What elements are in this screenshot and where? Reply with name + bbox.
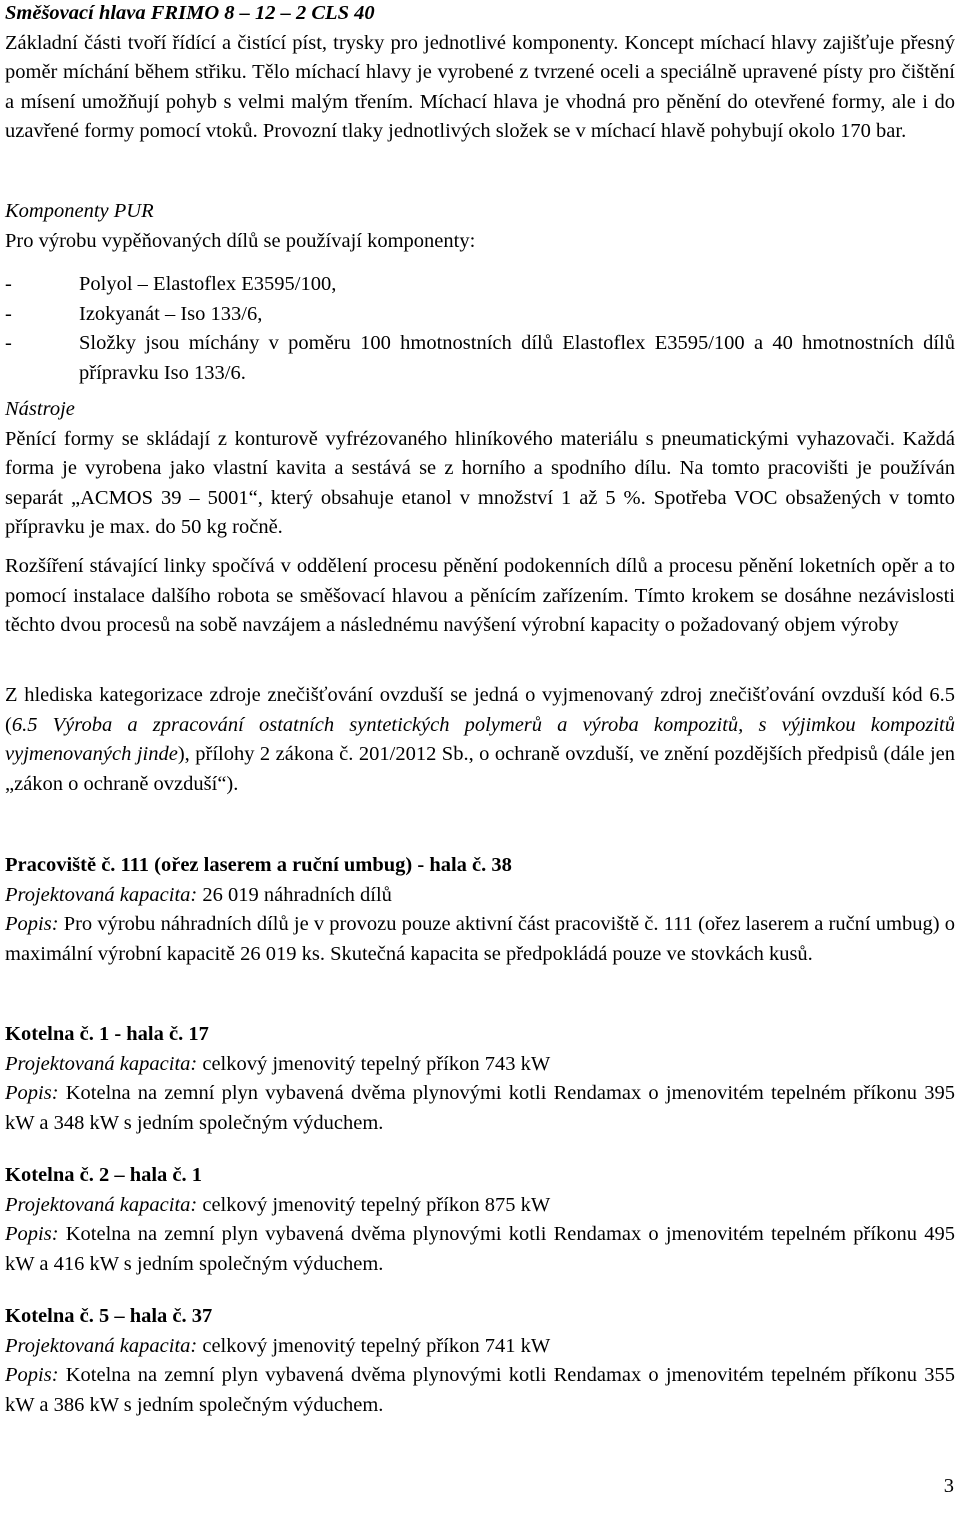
section-title: Směšovací hlava FRIMO 8 – 12 – 2 CLS 40: [5, 2, 375, 24]
paragraph: Rozšíření stávající linky spočívá v oddělení procesu pěnění podokenních dílů a procesu pěnění loketních opěr a to pomocí instalace dalšího robota se směšovací hlavou a pěnícím zařízením. Tímto krokem se dosáhne nezávislosti těchto dvou procesů na sobě navzájem a následnému navýšení výrobní kapacity o požadovaný objem výroby: [5, 555, 955, 636]
section-components-pur: [5, 197, 955, 388]
list-item: - Složky jsou míchány v poměru 100 hmotnostních dílů Elastoflex E3595/100 a 40 hmotnostních dílů přípravku Iso 133/6.: [5, 332, 955, 384]
capacity-line: Projektovaná kapacita: celkový jmenovitý tepelný příkon 743 kW: [5, 1052, 551, 1075]
section-mixing-head: [5, 0, 955, 147]
capacity-line: Projektovaná kapacita: celkový jmenovitý tepelný příkon 741 kW: [5, 1334, 551, 1357]
section-boiler-1: [5, 1020, 955, 1138]
list-item: - Izokyanát – Iso 133/6,: [5, 302, 263, 325]
paragraph: Pěnící formy se skládají z konturově vyfrézovaného hliníkového materiálu s pneumatickými vyhazovači. Každá forma je vyrobena jako vlastní kavita a sestává se z horního a spodního dílu. Na tomto pracovišti je používán separát „ACMOS 39 – 5001“, který obsahuje etanol v množství 1 až 5 %. Spotřeba VOC obsažených v tomto přípravku je max. do 50 kg ročně.: [5, 427, 955, 538]
paragraph: Pro výrobu vypěňovaných dílů se používají komponenty:: [5, 229, 476, 252]
section-title: Pracoviště č. 111 (ořez laserem a ruční umbug) - hala č. 38: [5, 854, 512, 876]
description: Popis: Kotelna na zemní plyn vybavená dvěma plynovými kotli Rendamax o jmenovitém tepelném příkonu 355 kW a 386 kW s jedním společným výduchem.: [5, 1364, 955, 1416]
list-item: - Polyol – Elastoflex E3595/100,: [5, 273, 337, 295]
description: Popis: Kotelna na zemní plyn vybavená dvěma plynovými kotli Rendamax o jmenovitém tepelném příkonu 495 kW a 416 kW s jedním společným výduchem.: [5, 1223, 955, 1275]
section-tools: [5, 395, 955, 543]
component-list: [5, 270, 955, 388]
paragraph: Z hlediska kategorizace zdroje znečišťování ovzduší se jedná o vyjmenovaný zdroj znečišťování ovzduší kód 6.5 (6.5 Výroba a zpracování ostatních syntetických polymerů a výroba kompozitů, s výjimkou kompozitů vyjmenovaných jinde), přílohy 2 zákona č. 201/2012 Sb., o ochraně ovzduší, ve znění pozdějších předpisů (dále jen „zákon o ochraně ovzduší“).: [5, 684, 955, 795]
section-boiler-2: [5, 1161, 955, 1279]
capacity-line: Projektovaná kapacita: 26 019 náhradních dílů: [5, 883, 392, 906]
section-title: Kotelna č. 1 - hala č. 17: [5, 1023, 209, 1045]
section-title: Nástroje: [5, 398, 75, 420]
section-line-extension: [5, 552, 955, 641]
capacity-line: Projektovaná kapacita: celkový jmenovitý tepelný příkon 875 kW: [5, 1193, 551, 1216]
description: Popis: Kotelna na zemní plyn vybavená dvěma plynovými kotli Rendamax o jmenovitém tepelném příkonu 395 kW a 348 kW s jedním společným výduchem.: [5, 1082, 955, 1134]
section-boiler-5: [5, 1302, 955, 1420]
section-title: Kotelna č. 2 – hala č. 1: [5, 1164, 203, 1186]
section-categorization: [5, 681, 955, 799]
section-title: Kotelna č. 5 – hala č. 37: [5, 1305, 213, 1327]
page-number: 3: [943, 1475, 954, 1497]
description: Popis: Pro výrobu náhradních dílů je v provozu pouze aktivní část pracoviště č. 111 (ořez laserem a ruční umbug) o maximální výrobní kapacitě 26 019 ks. Skutečná kapacita se předpokládá pouze ve stovkách kusů.: [5, 913, 955, 965]
section-title: Komponenty PUR: [5, 200, 154, 222]
paragraph: Základní části tvoří řídící a čistící píst, trysky pro jednotlivé komponenty. Koncept míchací hlavy zajišťuje přesný poměr míchání během střiku. Tělo míchací hlavy je vyrobené z tvrzené oceli a speciálně upravené písty pro čištění a mísení umožňují pohyb s velmi malým třením. Míchací hlava je vhodná pro pěnění do otevřené formy, ale i do uzavřené formy pomocí vtoků. Provozní tlaky jednotlivých složek se v míchací hlavě pohybují okolo 170 bar.: [5, 31, 955, 142]
section-workplace-111: [5, 851, 955, 969]
